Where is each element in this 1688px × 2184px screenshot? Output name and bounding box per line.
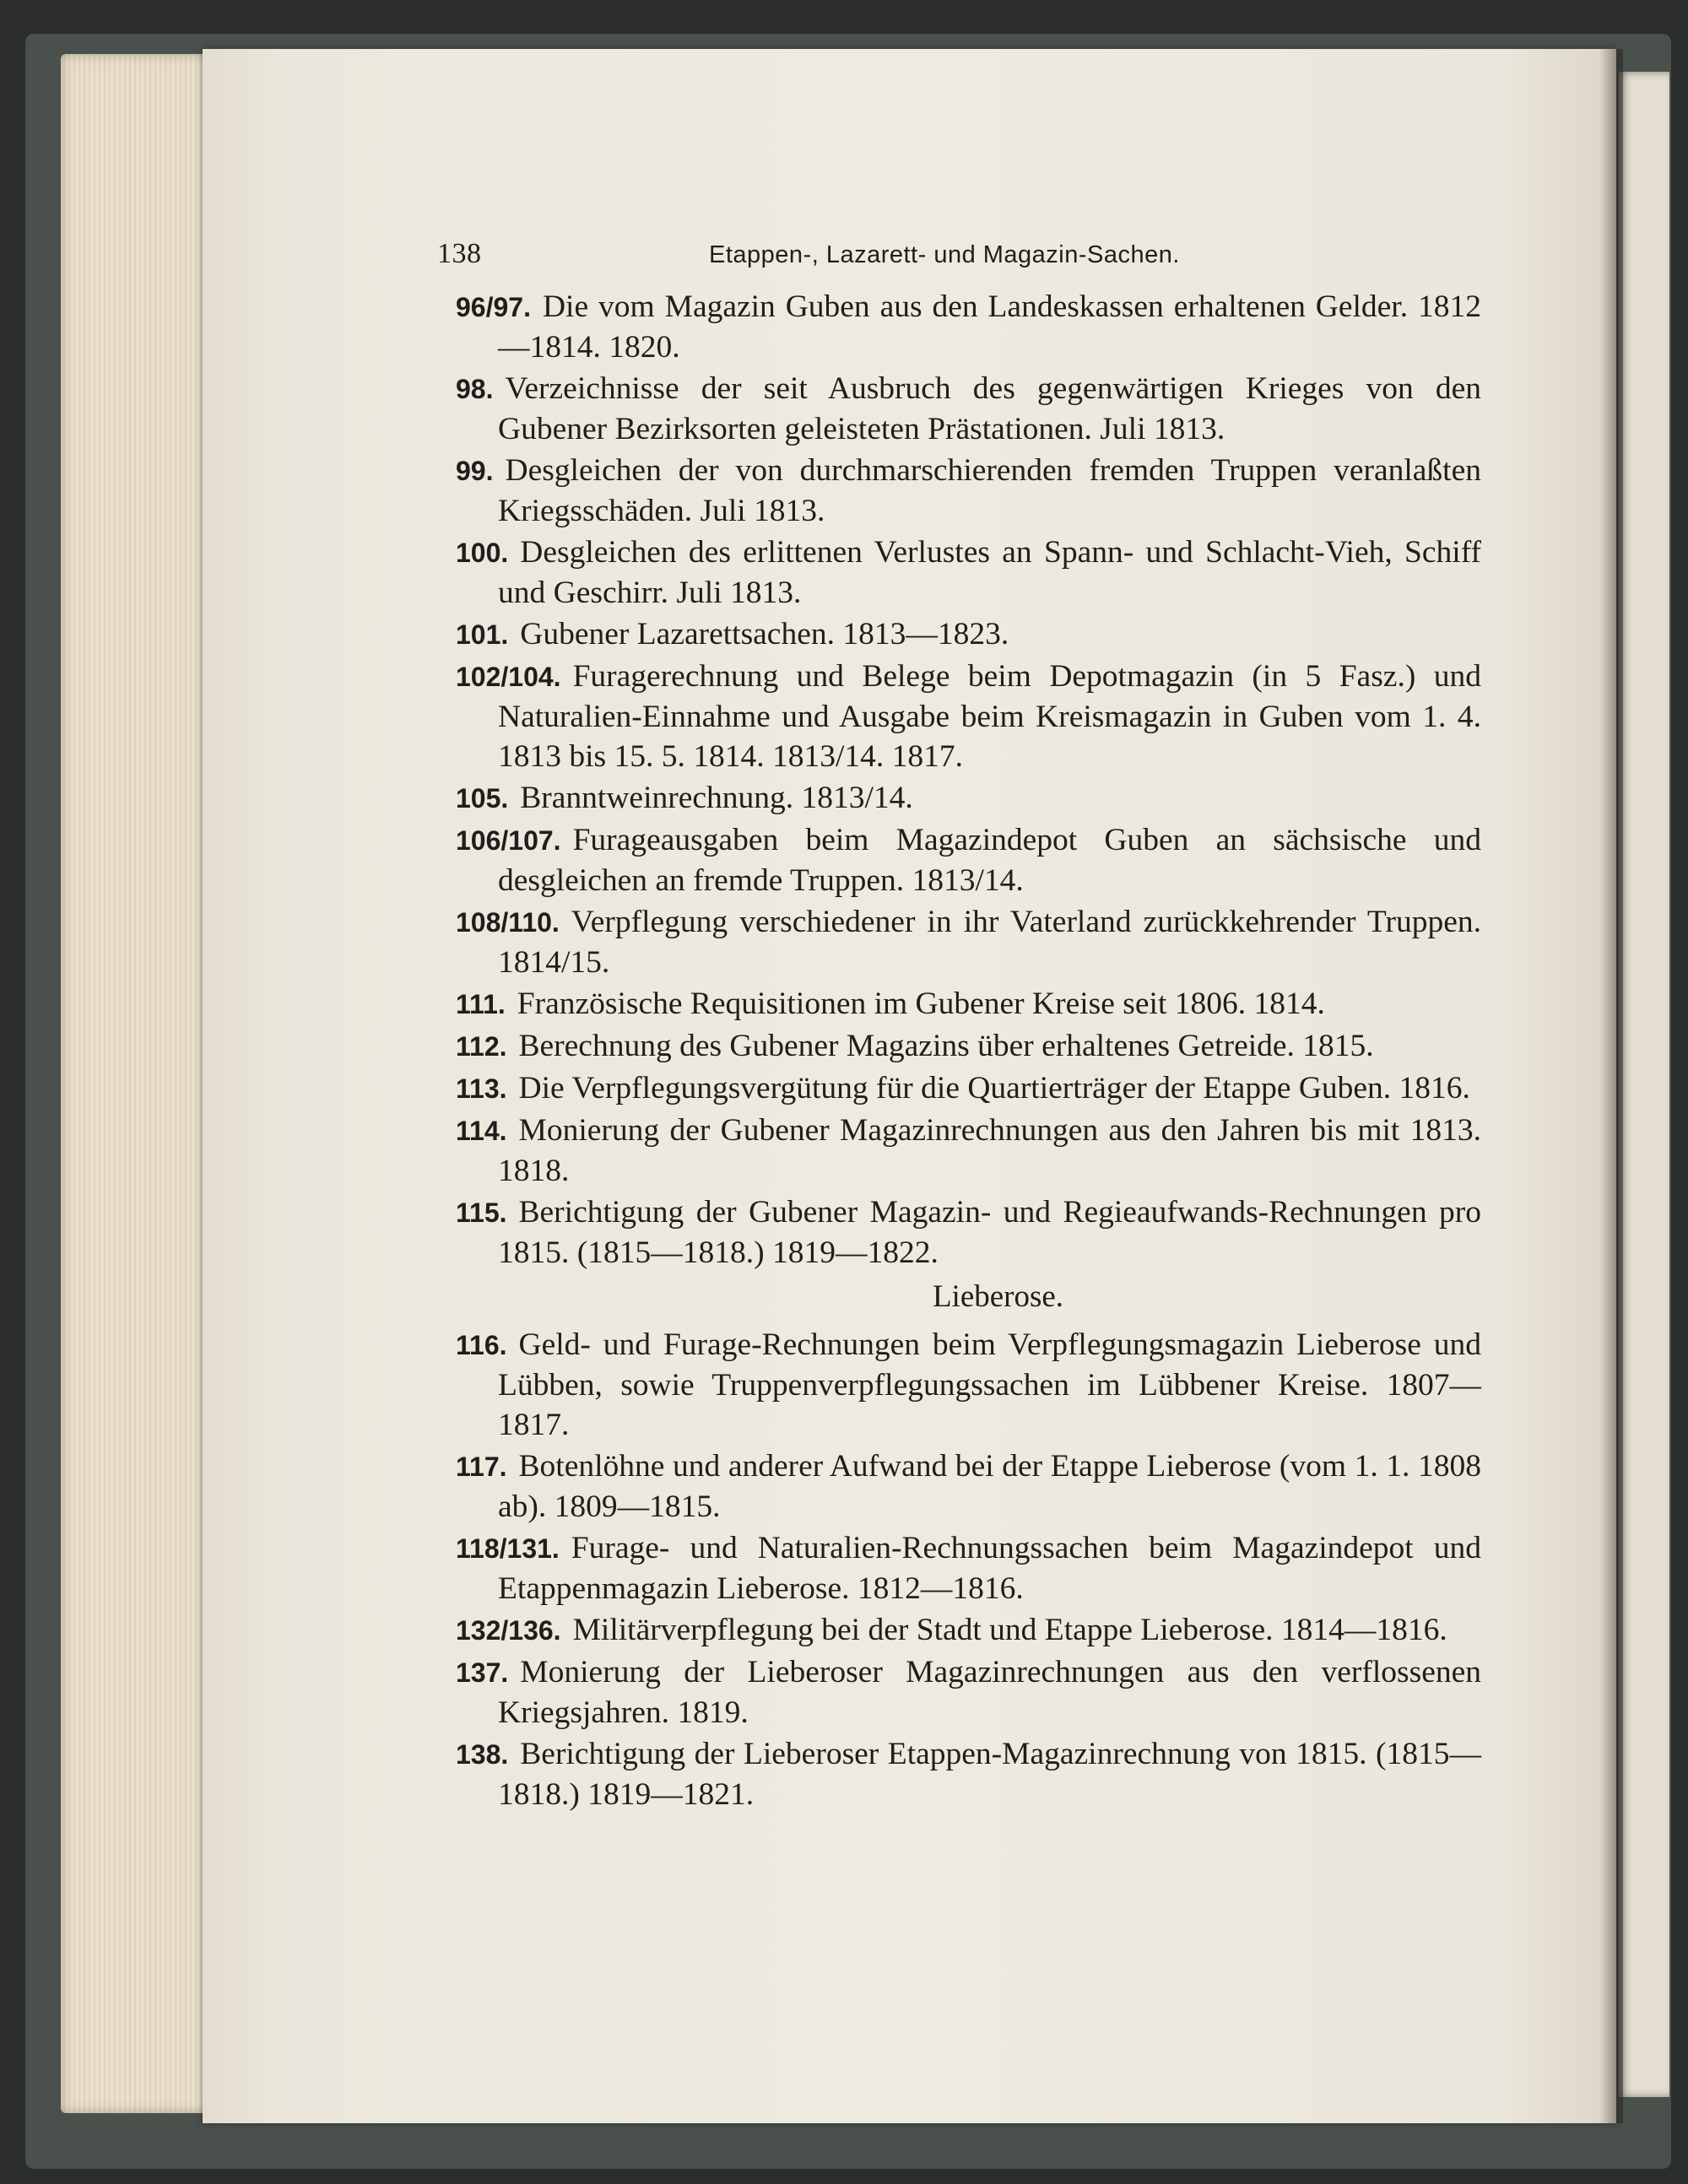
entry-number: 111. [456, 989, 506, 1019]
entry-list-lieberose [456, 1325, 1481, 1814]
entry-text: Berichtigung der Gubener Magazin- und Regieaufwands-Rechnungen pro 1815. (1815—1818.) 1819—1822. [498, 1195, 1481, 1270]
entry-number: 98. [456, 374, 494, 404]
entry-number: 118/131. [456, 1533, 560, 1564]
list-item [456, 1068, 1481, 1109]
list-item [456, 614, 1481, 655]
facing-page [1619, 72, 1669, 2097]
entry-text: Verpflegung verschiedener in ihr Vaterland zurückkehrender Truppen. 1814/15. [498, 905, 1481, 980]
entry-number: 99. [456, 456, 494, 486]
entry-number: 100. [456, 538, 509, 568]
entry-number: 115. [456, 1197, 507, 1228]
entry-number: 117. [456, 1451, 507, 1482]
entry-text: Verzeichnisse der seit Ausbruch des gegenwärtigen Krieges von den Gubener Bezirksorten geleisteten Prästationen. Juli 1813. [498, 371, 1481, 446]
section-heading: Lieberose. [932, 1279, 1064, 1314]
entry-text: Furagerechnung und Belege beim Depotmagazin (in 5 Fasz.) und Naturalien-Einnahme und Ausgabe beim Kreismagazin in Guben vom 1. 4. 1813 bis 15. 5. 1814. 1813/14. 1817. [498, 659, 1481, 774]
entry-number: 106/107. [456, 825, 561, 856]
entry-number: 116. [456, 1330, 507, 1360]
page-edges [61, 54, 208, 2113]
entry-text: Geld- und Furage-Rechnungen beim Verpflegungsmagazin Lieberose und Lübben, sowie Truppenverpflegungssachen im Lübbener Kreise. 1807—1817. [498, 1327, 1481, 1442]
list-item [456, 1111, 1481, 1191]
running-title: Etappen-, Lazarett- und Magazin-Sachen. [709, 241, 1180, 268]
entry-number: 114. [456, 1116, 507, 1146]
entry-text: Gubener Lazarettsachen. 1813—1823. [520, 617, 1009, 651]
entry-text: Berechnung des Gubener Magazins über erhaltenes Getreide. 1815. [518, 1029, 1374, 1063]
list-item [456, 1734, 1481, 1814]
entry-number: 112. [456, 1031, 507, 1062]
entry-text: Berichtigung der Lieberoser Etappen-Magazinrechnung von 1815. (1815—1818.) 1819—1821. [498, 1737, 1481, 1812]
entry-text: Furage- und Naturalien-Rechnungssachen beim Magazindepot und Etappenmagazin Lieberose. 1812—1816. [498, 1531, 1481, 1606]
entry-number: 96/97. [456, 292, 531, 322]
entry-text: Furageausgaben beim Magazindepot Guben an sächsische und desgleichen an fremde Truppen. 1813/14. [498, 823, 1481, 898]
entry-text: Botenlöhne und anderer Aufwand bei der Etappe Lieberose (vom 1. 1. 1808 ab). 1809—1815. [498, 1449, 1481, 1524]
list-item [456, 1026, 1481, 1067]
entry-text: Monierung der Lieberoser Magazinrechnungen aus den verflossenen Kriegsjahren. 1819. [498, 1655, 1481, 1730]
list-item [456, 1652, 1481, 1733]
entry-text: Die vom Magazin Guben aus den Landeskassen erhaltenen Gelder. 1812—1814. 1820. [498, 289, 1481, 365]
entry-number: 102/104. [456, 662, 561, 692]
list-item [456, 1528, 1481, 1608]
list-item [456, 1610, 1481, 1651]
list-item [456, 902, 1481, 982]
entry-number: 137. [456, 1657, 509, 1688]
list-item [456, 1325, 1481, 1445]
entry-number: 105. [456, 783, 509, 814]
entry-text: Branntweinrechnung. 1813/14. [520, 781, 913, 815]
list-item [456, 532, 1481, 613]
list-item [456, 778, 1481, 819]
entry-text: Die Verpflegungsvergütung für die Quartierträger der Etappe Guben. 1816. [518, 1071, 1470, 1106]
list-item [456, 1446, 1481, 1527]
entry-text: Französische Requisitionen im Gubener Kreise seit 1806. 1814. [517, 987, 1325, 1021]
entry-number: 113. [456, 1073, 507, 1104]
entry-text: Desgleichen des erlittenen Verlustes an Spann- und Schlacht-Vieh, Schiff und Geschirr. Juli 1813. [498, 535, 1481, 610]
list-item [456, 287, 1481, 367]
entry-number: 108/110. [456, 907, 560, 938]
entry-number: 138. [456, 1739, 509, 1770]
list-item [456, 369, 1481, 449]
list-item [456, 820, 1481, 900]
entry-list-guben [456, 287, 1481, 1273]
entry-text: Monierung der Gubener Magazinrechnungen aus den Jahren bis mit 1813. 1818. [498, 1113, 1481, 1188]
entry-number: 101. [456, 619, 509, 650]
entry-text: Militärverpflegung bei der Stadt und Etappe Lieberose. 1814—1816. [572, 1613, 1447, 1647]
list-item [456, 657, 1481, 776]
running-head [437, 236, 1481, 287]
list-item [456, 1192, 1481, 1273]
page-text [437, 236, 1481, 1816]
list-item [456, 984, 1481, 1024]
entry-number: 132/136. [456, 1615, 561, 1646]
list-item [456, 451, 1481, 531]
page-gutter-shadow [1599, 49, 1623, 2123]
page-number: 138 [437, 238, 482, 269]
entry-text: Desgleichen der von durchmarschierenden fremden Truppen veranlaßten Kriegsschäden. Juli 1813. [498, 453, 1481, 528]
